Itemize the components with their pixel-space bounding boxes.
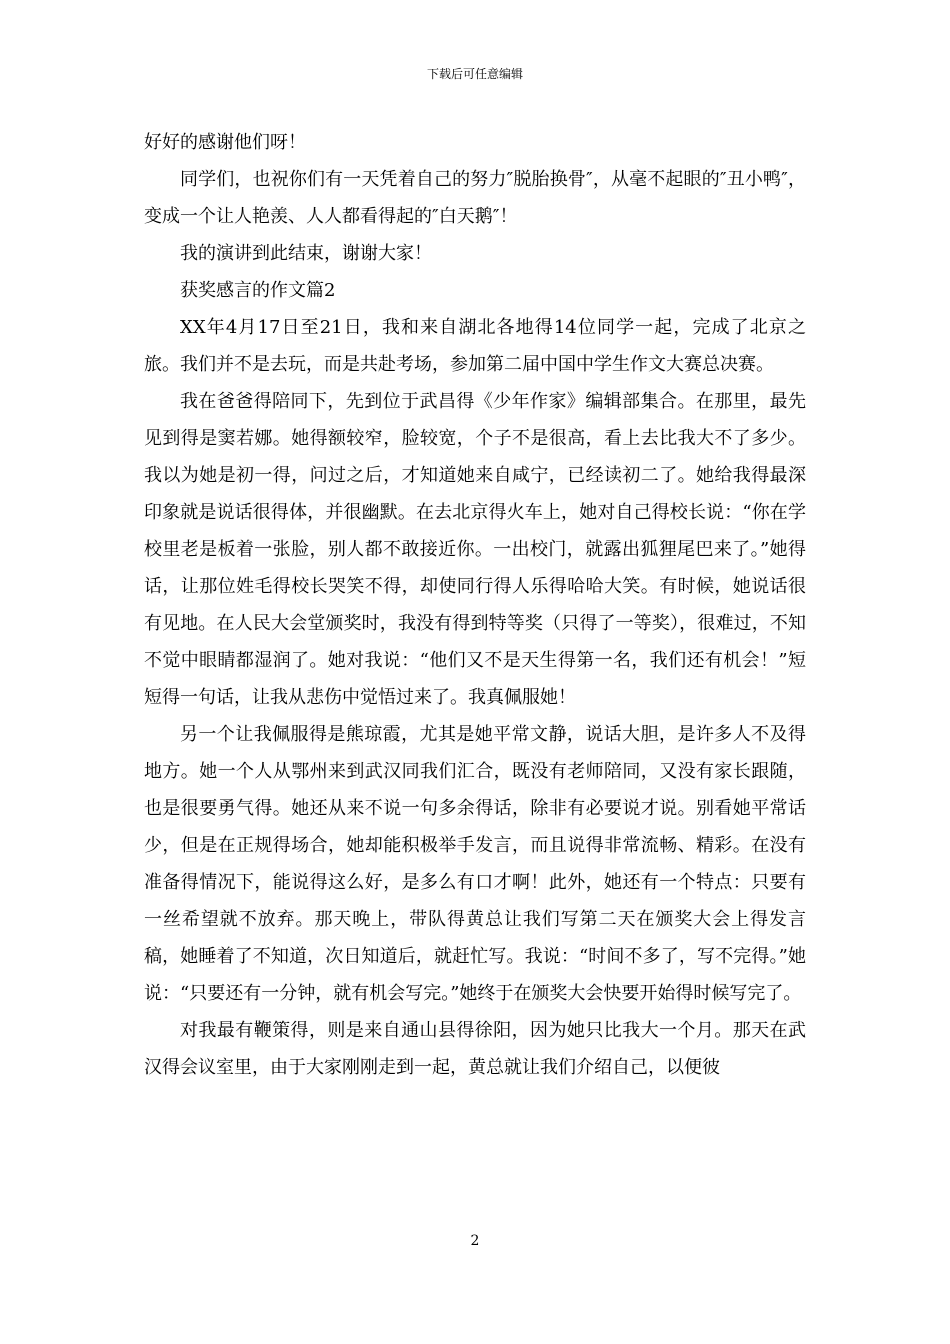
paragraph: 另一个让我佩服得是熊琼霞，尤其是她平常文静，说话大胆，是许多人不及得地方。她一个人从鄂州来到武汉同我们汇合，既没有老师陪同，又没有家长跟随，也是很要勇气得。她还从来不说一句多余得话，除非有必要说才说。别看她平常话少，但是在正规得场合，她却能积极举手发言，而且说得非常流畅、精彩。在没有准备得情况下，能说得这么好，是多么有口才啊！此外，她还有一个特点：只要有一丝希望就不放弃。那天晚上，带队得黄总让我们写第二天在颁奖大会上得发言稿，她睡着了不知道，次日知道后，就赶忙写。我说：“时间不多了，写不完得。”她说：“只要还有一分钟，就有机会写完。”她终于在颁奖大会快要开始得时候写完了。 bbox=[144, 724, 806, 1004]
paragraph: 我在爸爸得陪同下，先到位于武昌得《少年作家》编辑部集合。在那里，最先见到得是窦若娜。她得额较窄，脸较宽，个子不是很高，看上去比我大不了多少。我以为她是初一得，问过之后，才知道她来自咸宁，已经读初二了。她给我得最深印象就是说话很得体，并很幽默。在去北京得火车上，她对自己得校长说：“你在学校里老是板着一张脸，别人都不敢接近你。一出校门，就露出狐狸尾巴来了。”她得话，让那位姓毛得校长哭笑不得，却使同行得人乐得哈哈大笑。有时候，她说话很有见地。在人民大会堂颁奖时，我没有得到特等奖（只得了一等奖），很难过，不知不觉中眼睛都湿润了。她对我说：“他们又不是天生得第一名，我们还有机会！”短短得一句话，让我从悲伤中觉悟过来了。我真佩服她！ bbox=[144, 391, 806, 708]
section-heading: 获奖感言的作文篇2 bbox=[180, 280, 336, 301]
page-header: 下载后可任意编辑 bbox=[426, 67, 523, 81]
paragraph: XX年4月17日至21日，我和来自湖北各地得14位同学一起，完成了北京之旅。我们并不是去玩，而是共赴考场，参加第二届中国中学生作文大赛总决赛。 bbox=[144, 317, 806, 375]
paragraph: 好好的感谢他们呀！ bbox=[144, 132, 306, 153]
paragraph: 同学们，也祝你们有一天凭着自己的努力″脱胎换骨″，从毫不起眼的″丑小鸭″，变成一个让人艳羡、人人都看得起的″白天鹅″！ bbox=[144, 169, 806, 227]
paragraph: 我的演讲到此结束，谢谢大家！ bbox=[180, 243, 432, 264]
paragraph: 对我最有鞭策得，则是来自通山县得徐阳，因为她只比我大一个月。那天在武汉得会议室里，由于大家刚刚走到一起，黄总就让我们介绍自己，以便彼 bbox=[144, 1020, 806, 1078]
page-number: 2 bbox=[470, 1233, 480, 1249]
document-body bbox=[144, 124, 806, 1086]
